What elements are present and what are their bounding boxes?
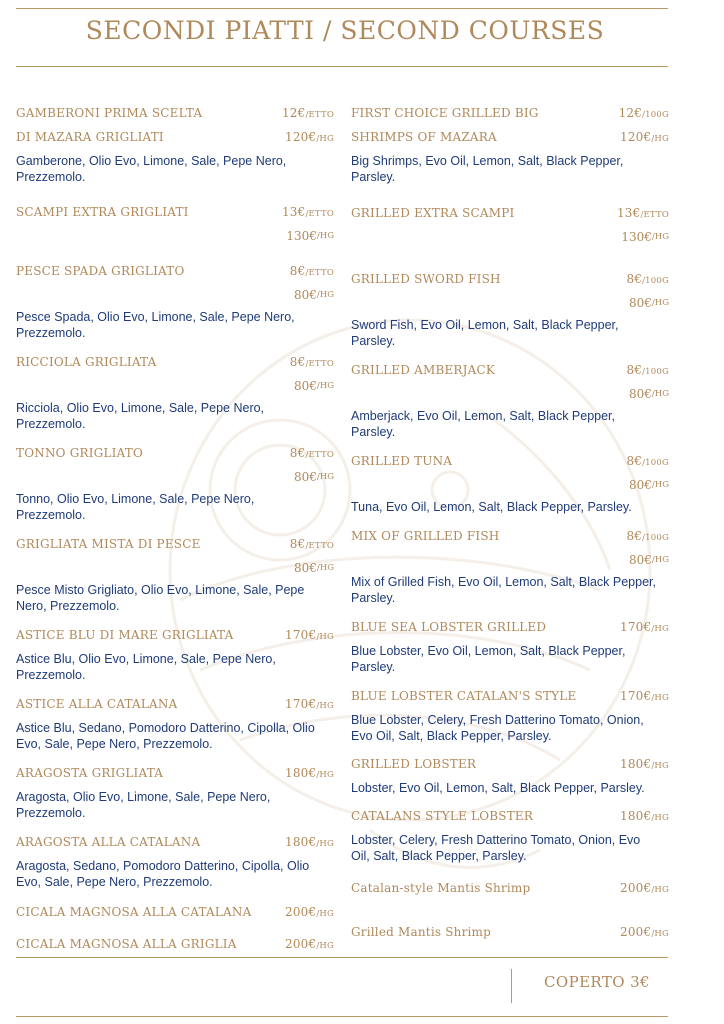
item-price: 12€ [281,106,306,120]
menu-item [351,102,669,202]
item-name: SCAMPI EXTRA GRIGLIATI [16,205,189,219]
item-description: Blue Lobster, Celery, Fresh Datterino Tomato, Onion, Evo Oil, Salt, Black Pepper, Parsley. [351,713,644,743]
item-name: GRILLED AMBERJACK [351,363,496,377]
item-name: GRIGLIATA MISTA DI PESCE [16,537,201,551]
item-unit: /100G [642,367,669,377]
item-price: 200€ [619,881,652,895]
item-price: 180€ [619,809,652,823]
item-unit-hg: /HG [651,134,669,144]
item-unit: /ETTO [305,209,334,219]
item-unit: /HG [316,839,334,849]
item-unit: /100G [642,110,669,120]
item-price: 200€ [619,925,652,939]
item-unit: /ETTO [640,210,669,220]
item-description: Tonno, Olio Evo, Limone, Sale, Pepe Nero, Prezzemolo. [16,492,255,522]
item-unit: /ETTO [305,450,334,460]
item-unit: /100G [642,533,669,543]
item-price: 12€ [618,106,643,120]
item-name: ARAGOSTA ALLA CATALANA [16,835,201,849]
item-description: Aragosta, Sedano, Pomodoro Datterino, Cipolla, Olio Evo, Sale, Pepe Nero, Prezzemolo. [16,859,310,889]
item-description: Blue Lobster, Evo Oil, Lemon, Salt, Black Pepper, Parsley. [351,644,626,674]
menu-item [351,616,669,685]
item-unit-hg: /HG [651,389,669,399]
item-name: CATALANS STYLE LOBSTER [351,809,534,823]
menu-item [16,831,334,901]
item-name-line2: DI MAZARA GRIGLIATI [16,130,164,144]
item-price: 200€ [284,937,317,951]
item-price-hg: 120€ [619,130,652,144]
item-description: Aragosta, Olio Evo, Limone, Sale, Pepe Nero, Prezzemolo. [16,790,271,820]
footer-divider [511,969,512,1003]
item-name: GRILLED SWORD FISH [351,272,501,286]
item-description: Lobster, Evo Oil, Lemon, Salt, Black Pepper, Parsley. [351,781,645,795]
item-unit: /HG [316,770,334,780]
item-description: Ricciola, Olio Evo, Limone, Sale, Pepe Nero, Prezzemolo. [16,401,265,431]
item-unit: /100G [642,458,669,468]
item-price-hg: 120€ [284,130,317,144]
item-unit: /HG [651,885,669,895]
menu-item [16,901,334,933]
item-unit: /HG [316,701,334,711]
item-price: 8€ [626,529,643,543]
item-name: Grilled Mantis Shrimp [351,925,492,939]
item-unit: /ETTO [305,110,334,120]
item-price: 8€ [289,264,306,278]
item-price-hg: 80€ [294,561,317,575]
item-name-line2: SHRIMPS OF MAZARA [351,130,497,144]
menu-item [16,102,334,201]
item-unit-hg: /HG [316,290,334,300]
item-price: 8€ [289,537,306,551]
menu-item [16,351,334,442]
menu-item [16,201,334,260]
footer-rule-top [16,957,668,958]
item-description: Sword Fish, Evo Oil, Lemon, Salt, Black Pepper, Parsley. [351,318,619,348]
item-price-hg: 80€ [629,478,652,492]
item-unit-hg: /HG [316,231,334,241]
item-price: 8€ [289,446,306,460]
item-unit-hg: /HG [651,480,669,490]
item-unit: /HG [651,693,669,703]
item-description: Lobster, Celery, Fresh Datterino Tomato, Onion, Evo Oil, Salt, Black Pepper, Parsley. [351,833,641,863]
item-price: 170€ [284,697,317,711]
item-price-hg: 80€ [629,296,652,310]
item-price-hg: 80€ [294,470,317,484]
item-description: Mix of Grilled Fish, Evo Oil, Lemon, Salt, Black Pepper, Parsley. [351,575,656,605]
item-name: CICALA MAGNOSA ALLA GRIGLIA [16,937,237,951]
item-unit-hg: /HG [651,298,669,308]
item-price: 8€ [289,355,306,369]
item-price: 170€ [619,620,652,634]
item-name: GAMBERONI PRIMA SCELTA [16,106,203,120]
item-price: 170€ [619,689,652,703]
item-name: BLUE SEA LOBSTER GRILLED [351,620,547,634]
item-price: 170€ [284,628,317,642]
menu-item [351,805,669,877]
item-price: 180€ [284,835,317,849]
menu-item [16,933,334,963]
item-description: Amberjack, Evo Oil, Lemon, Salt, Black Pepper, Parsley. [351,409,616,439]
menu-item [351,450,669,525]
menu-item [16,442,334,533]
english-column [351,102,669,951]
item-price: 180€ [284,766,317,780]
menu-item [16,762,334,831]
menu-item [351,753,669,805]
item-name: CICALA MAGNOSA ALLA CATALANA [16,905,252,919]
menu-item [351,202,669,268]
item-unit: /HG [316,941,334,951]
item-name: TONNO GRIGLIATO [16,446,144,460]
item-price: 13€ [616,206,641,220]
item-name: ASTICE ALLA CATALANA [16,697,178,711]
item-unit-hg: /HG [316,381,334,391]
menu-item [16,260,334,351]
item-description: Pesce Spada, Olio Evo, Limone, Sale, Pepe Nero, Prezzemolo. [16,310,295,340]
item-description: Astice Blu, Sedano, Pomodoro Datterino, Cipolla, Olio Evo, Sale, Pepe Nero, Prezzemolo. [16,721,315,751]
page-title: SECONDI PIATTI / SECOND COURSES [85,16,605,45]
menu-item [351,877,669,921]
item-price: 180€ [619,757,652,771]
item-name: BLUE LOBSTER CATALAN'S STYLE [351,689,577,703]
item-description: Gamberone, Olio Evo, Limone, Sale, Pepe Nero, Prezzemolo. [16,154,287,184]
menu-item [351,525,669,616]
item-name: GRILLED LOBSTER [351,757,477,771]
menu-item [351,268,669,359]
item-name: Catalan-style Mantis Shrimp [351,881,531,895]
item-name: MIX OF GRILLED FISH [351,529,500,543]
item-price: 13€ [281,205,306,219]
coperto-label: COPERTO 3€ [544,973,651,991]
item-unit: /ETTO [305,359,334,369]
menu-item [16,533,334,624]
item-name: ARAGOSTA GRIGLIATA [16,766,164,780]
item-name: GRILLED EXTRA SCAMPI [351,206,515,220]
item-price: 8€ [626,272,643,286]
menu-item [16,693,334,762]
item-price-hg: 80€ [294,288,317,302]
item-price: 8€ [626,363,643,377]
item-unit: /100G [642,276,669,286]
item-name: FIRST CHOICE GRILLED BIG [351,106,539,120]
item-unit: /HG [316,909,334,919]
item-unit: /HG [651,761,669,771]
menu-item [351,359,669,450]
item-description: Pesce Misto Grigliato, Olio Evo, Limone, Sale, Pepe Nero, Prezzemolo. [16,583,305,613]
item-unit: /HG [651,624,669,634]
item-unit: /ETTO [305,268,334,278]
item-unit: /HG [316,632,334,642]
italian-column [16,102,334,963]
item-price-hg: 80€ [294,379,317,393]
item-name: ASTICE BLU DI MARE GRIGLIATA [16,628,234,642]
item-price: 200€ [284,905,317,919]
item-description: Tuna, Evo Oil, Lemon, Salt, Black Pepper, Parsley. [351,500,632,514]
item-unit: /ETTO [305,541,334,551]
item-unit: /HG [651,929,669,939]
item-price-hg: 80€ [629,553,652,567]
menu-item [351,685,669,753]
menu-item [351,921,669,951]
item-price-hg: 130€ [286,229,317,243]
top-rule [16,8,668,9]
item-name: RICCIOLA GRIGLIATA [16,355,157,369]
item-unit-hg: /HG [316,563,334,573]
title-rule [16,66,668,67]
item-price: 8€ [626,454,643,468]
item-unit-hg: /HG [316,134,334,144]
item-description: Astice Blu, Olio Evo, Limone, Sale, Pepe Nero, Prezzemolo. [16,652,276,682]
item-unit-hg: /HG [651,232,669,242]
footer-rule-bottom [16,1016,668,1017]
item-name: PESCE SPADA GRIGLIATO [16,264,185,278]
item-unit: /HG [651,813,669,823]
item-unit-hg: /HG [651,555,669,565]
item-name: GRILLED TUNA [351,454,453,468]
menu-item [16,624,334,693]
item-unit-hg: /HG [316,472,334,482]
item-description: Big Shrimps, Evo Oil, Lemon, Salt, Black Pepper, Parsley. [351,154,624,184]
item-price-hg: 80€ [629,387,652,401]
item-price-hg: 130€ [621,230,652,244]
